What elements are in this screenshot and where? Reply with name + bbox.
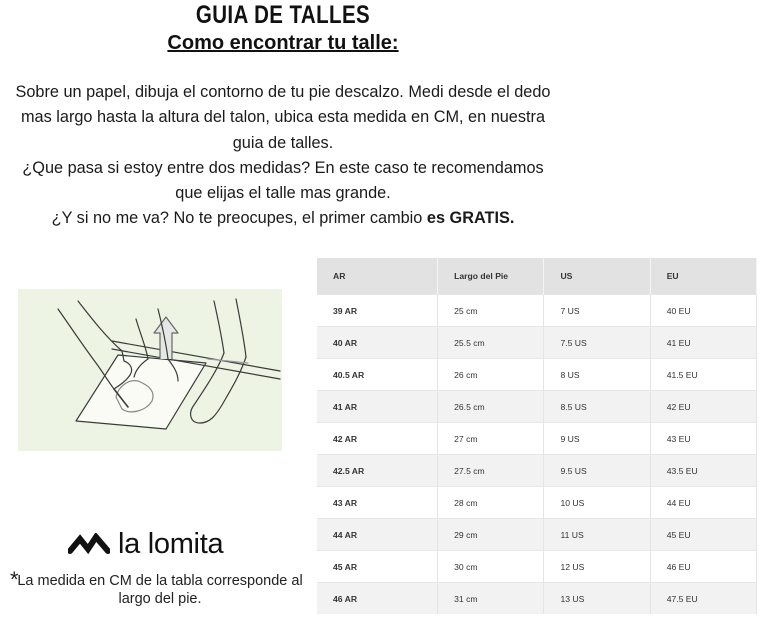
column-header-ar: AR <box>317 258 438 295</box>
cell-foot-length: 27.5 cm <box>438 455 544 487</box>
free-exchange-text: es GRATIS. <box>426 209 515 228</box>
cell-eu: 41 EU <box>650 327 756 359</box>
table-row <box>317 551 757 583</box>
foot-tracing-drawing <box>18 289 282 451</box>
cell-eu: 45 EU <box>650 519 756 551</box>
cell-eu: 46 EU <box>650 551 756 583</box>
cell-ar: 42 AR <box>317 423 438 455</box>
cell-foot-length: 25.5 cm <box>438 327 544 359</box>
cell-ar: 43 AR <box>317 487 438 519</box>
cell-us: 10 US <box>544 487 650 519</box>
instruction-line <box>0 206 566 231</box>
cell-foot-length: 30 cm <box>438 551 544 583</box>
cell-eu: 43 EU <box>650 423 756 455</box>
size-guide-table <box>317 258 757 614</box>
cell-ar: 39 AR <box>317 295 438 327</box>
instructions <box>0 80 566 232</box>
table-row <box>317 391 757 423</box>
cell-us: 13 US <box>544 583 650 615</box>
instruction-text: ¿Y si no me va? No te preocupes, el primer cambio <box>51 209 427 228</box>
cell-ar: 40.5 AR <box>317 359 438 391</box>
cell-ar: 41 AR <box>317 391 438 423</box>
table-row <box>317 487 757 519</box>
page-subtitle: Como encontrar tu talle: <box>167 32 399 54</box>
cell-us: 11 US <box>544 519 650 551</box>
instruction-line: guia de talles. <box>232 133 334 152</box>
table-header-row <box>317 258 757 295</box>
cell-us: 7.5 US <box>544 327 650 359</box>
table-row <box>317 583 757 615</box>
instruction-line: Sobre un papel, dibuja el contorno de tu pie descalzo. Medi desde el dedo <box>15 83 551 101</box>
cell-us: 9 US <box>544 423 650 455</box>
table-row <box>317 423 757 455</box>
cell-eu: 42 EU <box>650 391 756 423</box>
cell-ar: 44 AR <box>317 519 438 551</box>
cell-ar: 40 AR <box>317 327 438 359</box>
cell-ar: 46 AR <box>317 583 438 615</box>
cell-us: 8 US <box>544 359 650 391</box>
cell-us: 12 US <box>544 551 650 583</box>
cell-eu: 40 EU <box>650 295 756 327</box>
cell-us: 8.5 US <box>544 391 650 423</box>
instruction-line: que elijas el talle mas grande. <box>175 184 391 203</box>
column-header-eu: EU <box>650 258 756 295</box>
cell-eu: 41.5 EU <box>650 359 756 391</box>
cell-foot-length: 28 cm <box>438 487 544 519</box>
cell-eu: 47.5 EU <box>650 583 756 615</box>
cell-foot-length: 26 cm <box>438 359 544 391</box>
cell-us: 7 US <box>544 295 650 327</box>
page-title: GUIA DE TALLES <box>195 1 371 29</box>
cell-ar: 42.5 AR <box>317 455 438 487</box>
brand-logo <box>68 526 223 562</box>
table-row <box>317 519 757 551</box>
instruction-line: mas largo hasta la altura del talon, ubica esta medida en CM, en nuestra <box>20 108 545 127</box>
brand-mark-icon <box>68 533 110 555</box>
asterisk-icon: * <box>10 567 19 592</box>
table-row <box>317 359 757 391</box>
measurement-note <box>8 567 312 608</box>
instruction-line: ¿Que pasa si estoy entre dos medidas? En este caso te recomendamos <box>22 158 544 177</box>
cell-foot-length: 25 cm <box>438 295 544 327</box>
cell-foot-length: 29 cm <box>438 519 544 551</box>
cell-eu: 43.5 EU <box>650 455 756 487</box>
table-row <box>317 455 757 487</box>
brand-name: la lomita <box>118 527 224 560</box>
cell-foot-length: 31 cm <box>438 583 544 615</box>
cell-eu: 44 EU <box>650 487 756 519</box>
cell-us: 9.5 US <box>544 455 650 487</box>
note-text: La medida en CM de la tabla corresponde al largo del pie. <box>17 573 303 607</box>
cell-foot-length: 27 cm <box>438 423 544 455</box>
column-header-us: US <box>544 258 650 295</box>
table-row <box>317 327 757 359</box>
foot-measuring-illustration <box>18 289 282 451</box>
cell-foot-length: 26.5 cm <box>438 391 544 423</box>
cell-ar: 45 AR <box>317 551 438 583</box>
column-header-foot-length: Largo del Pie <box>438 258 544 295</box>
table-row <box>317 295 757 327</box>
